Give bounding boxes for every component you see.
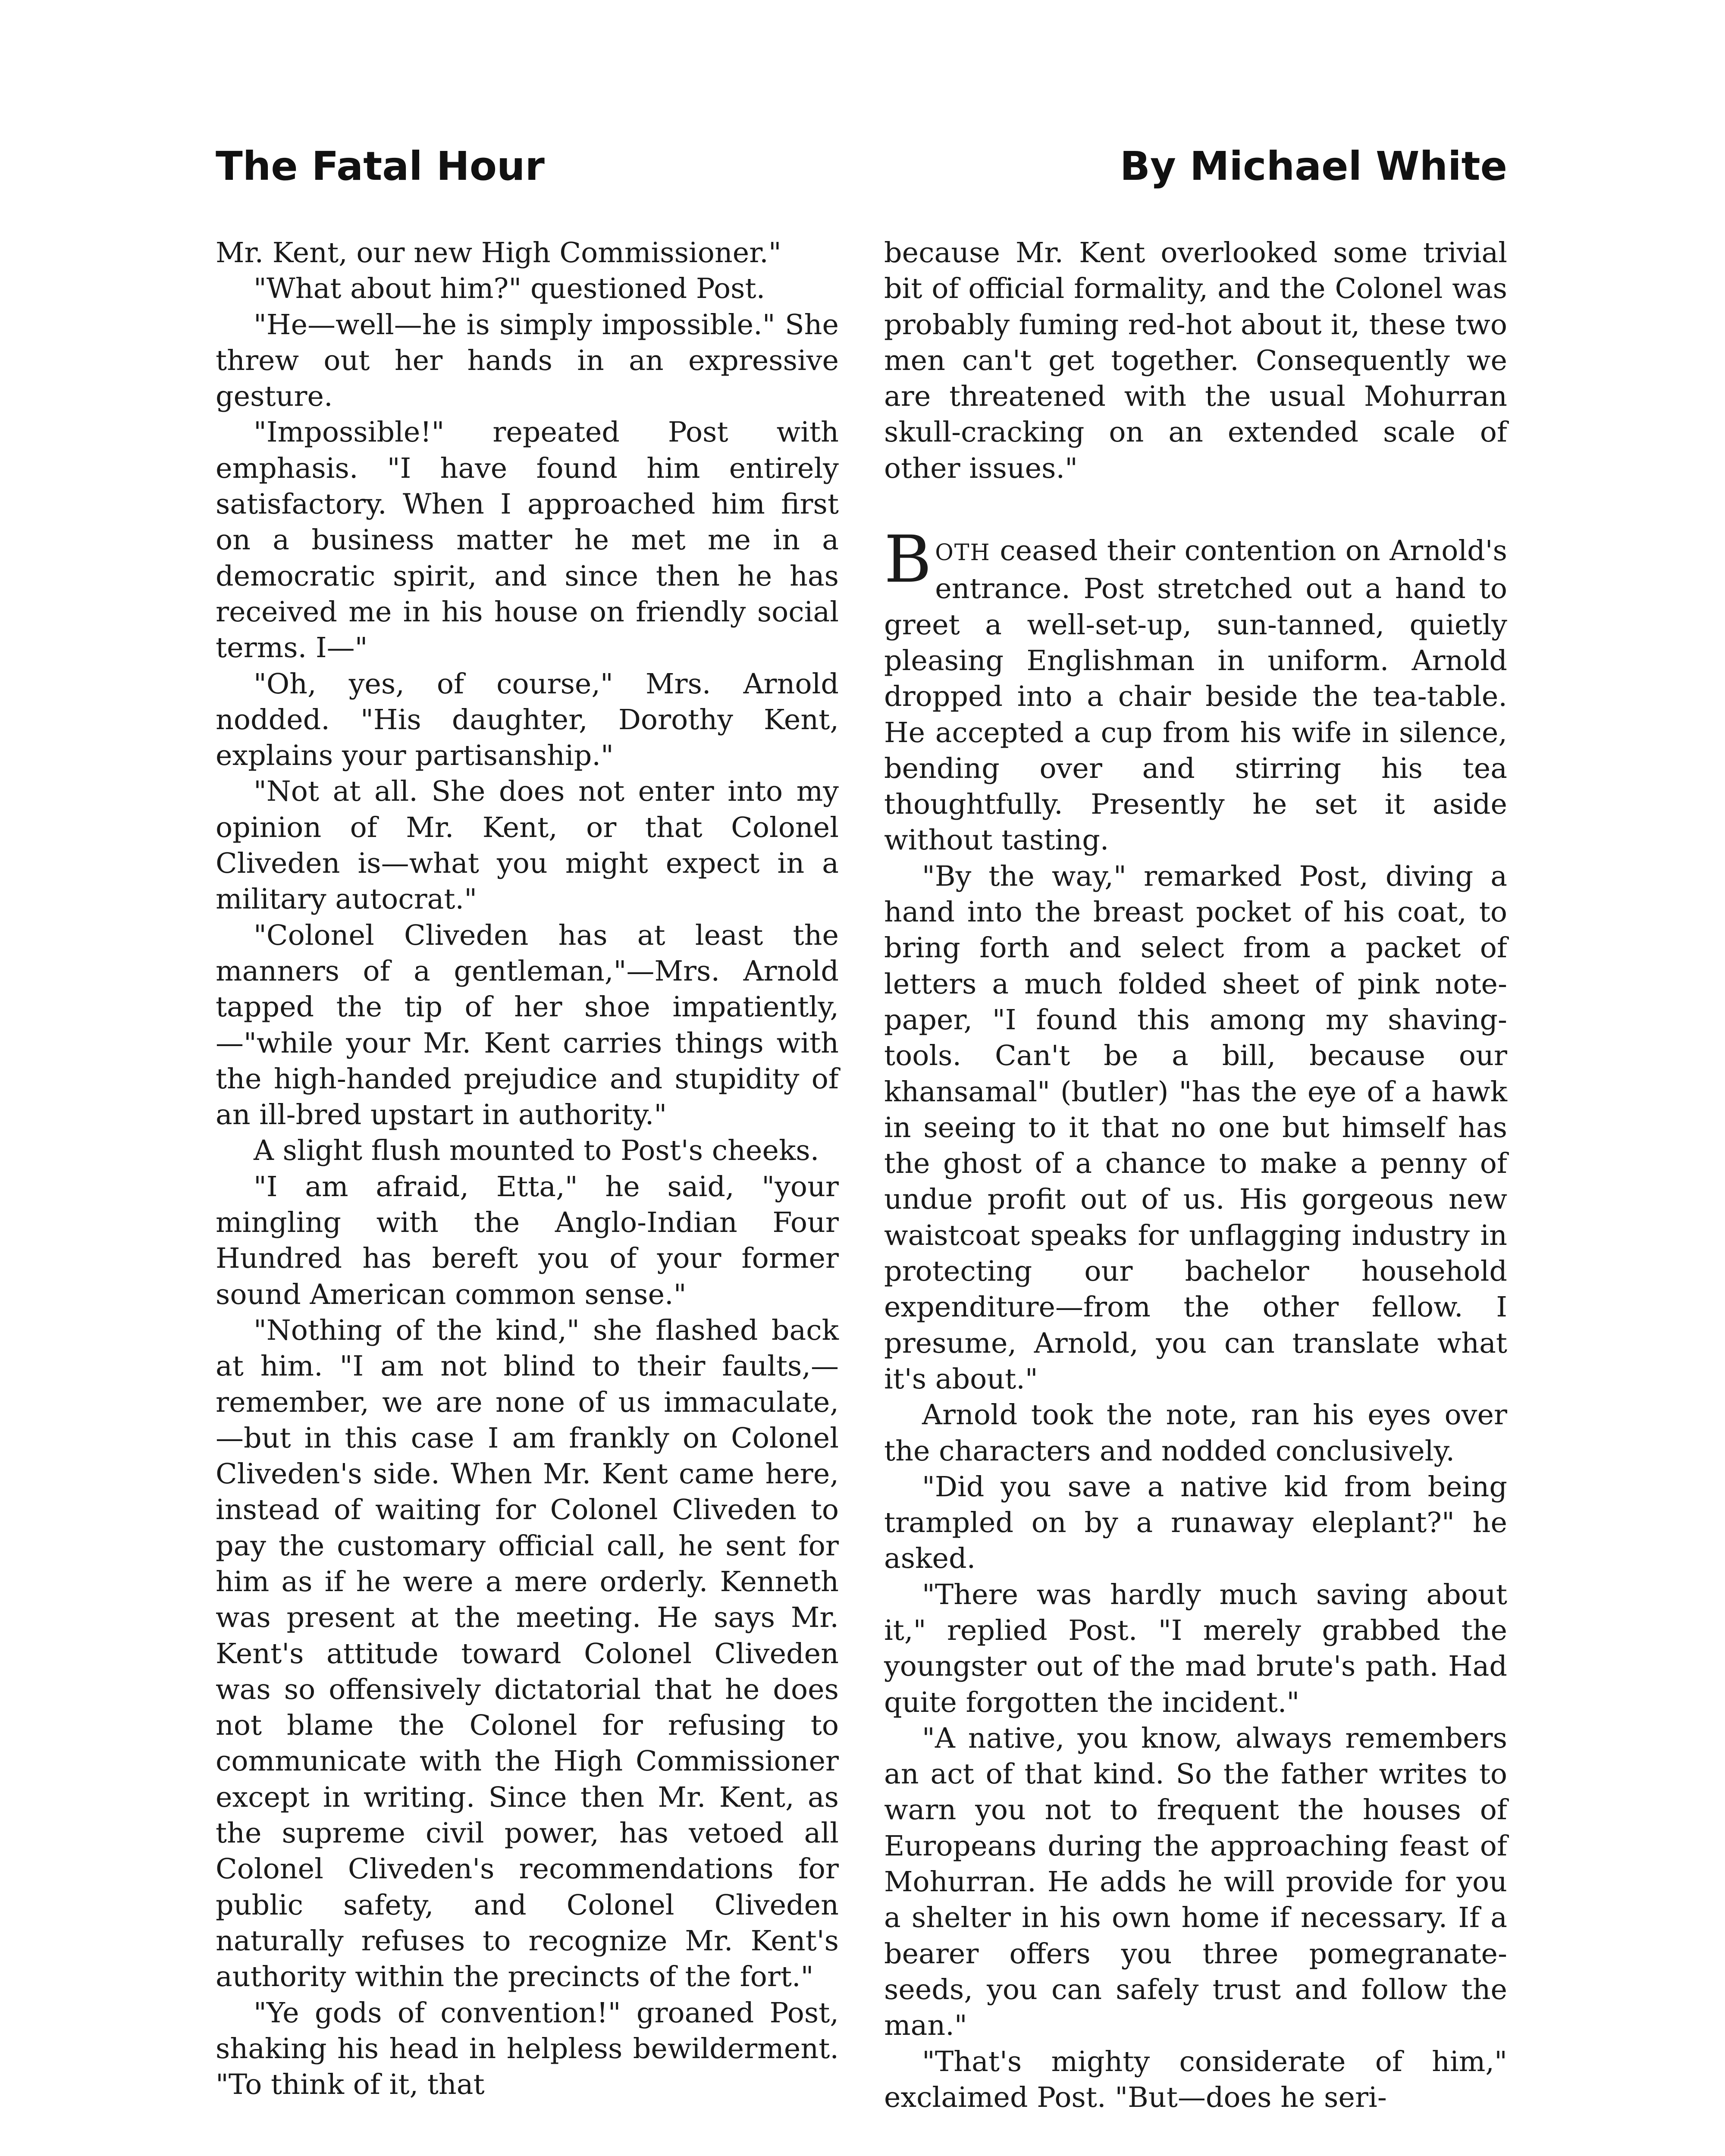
section-text: ceased their contention on Arnold's entrance. Post stretched out a hand to greet a well-set-up, sun-tanned, quietly pleasing Englishman in uniform. Arnold dropped into a chair beside the tea-table. He accepted a cup from his wife in silence, bending over and stirring his tea thoughtfully. Presently he set it aside without tasting. [884, 535, 1507, 857]
right-text-column [884, 235, 1507, 2115]
paragraph: "That's mighty considerate of him," exclaimed Post. "But—does he seri- [884, 2045, 1507, 2114]
paragraph: "What about him?" questioned Post. [254, 273, 765, 305]
paragraph: "A native, you know, always remembers an act of that kind. So the father writes to warn you not to frequent the houses of Europeans during the approaching feast of Mohurran. He adds he will provide for you a shelter in his own home if necessary. If a bearer offers you three pomegranate-seeds, you can safely trust and follow the man." [884, 1722, 1507, 2042]
paragraph: "Oh, yes, of course," Mrs. Arnold nodded. "His daughter, Dorothy Kent, explains your partisanship." [216, 667, 839, 772]
paragraph: "Nothing of the kind," she flashed back at him. "I am not blind to their faults,—remember, we are none of us immaculate,—but in this case I am frankly on Colonel Cliveden's side. When Mr. Kent came here, instead of waiting for Colonel Cliveden to pay the customary official call, he sent for him as if he were a mere orderly. Kenneth was present at the meeting. He says Mr. Kent's attitude toward Colonel Cliveden was so offensively dictatorial that he does not blame the Colonel for refusing to communicate with the High Commissioner except in writing. Since then Mr. Kent, as the supreme civil power, has vetoed all Colonel Cliveden's recommendations for public safety, and Colonel Cliveden naturally refuses to recognize Mr. Kent's authority within the precincts of the fort." [216, 1314, 839, 1993]
drop-cap: B [884, 522, 932, 598]
section-start-paragraph [884, 522, 1507, 859]
paragraph: "By the way," remarked Post, diving a hand into the breast pocket of his coat, to bring forth and select from a packet of letters a much folded sheet of pink note-paper, "I found this among my shaving-tools. Can't be a bill, because our khansamal" (butler) "has the eye of a hawk in seeing to it that no one but himself has the ghost of a chance to make a penny of undue profit out of us. His gorgeous new waistcoat speaks for unflagging industry in protecting our bachelor household expenditure—from the other fellow. I presume, Arnold, you can translate what it's about." [884, 860, 1507, 1395]
paragraph: "There was hardly much saving about it," replied Post. "I merely grabbed the youngster out of the mad brute's path. Had quite forgotten the incident." [884, 1578, 1507, 1719]
paragraph: "Ye gods of convention!" groaned Post, shaking his head in helpless bewilderment. "To think of it, that [216, 1996, 839, 2101]
story-author: By Michael White [1120, 143, 1507, 189]
paragraph: because Mr. Kent overlooked some trivial bit of official formality, and the Colonel was probably fuming red-hot about it, these two men can't get together. Consequently we are threatened with the usual Mohurran skull-cracking on an extended scale of other issues." [884, 237, 1507, 485]
left-text-column [216, 235, 839, 2103]
story-title: The Fatal Hour [216, 143, 545, 189]
paragraph: A slight flush mounted to Post's cheeks. [254, 1134, 819, 1167]
paragraph: Mr. Kent, our new High Commissioner." [216, 237, 781, 269]
paragraph: "Impossible!" repeated Post with emphasis. "I have found him entirely satisfactory. When I approached him first on a business matter he met me in a democratic spirit, and since then he has received me in his house on friendly social terms. I—" [216, 416, 839, 664]
paragraph: "Colonel Cliveden has at least the manners of a gentleman,"—Mrs. Arnold tapped the tip of her shoe impatiently,—"while your Mr. Kent carries things with the high-handed prejudice and stupidity of an ill-bred upstart in authority." [216, 919, 839, 1131]
paragraph: "I am afraid, Etta," he said, "your mingling with the Anglo-Indian Four Hundred has bereft you of your former sound American common sense." [216, 1170, 839, 1311]
paragraph: "Did you save a native kid from being trampled on by a runaway eleplant?" he asked. [884, 1470, 1507, 1575]
small-caps-word: OTH [935, 540, 991, 566]
paragraph: Arnold took the note, ran his eyes over the characters and nodded conclusively. [884, 1399, 1507, 1467]
paragraph: "He—well—he is simply impossible." She threw out her hands in an expressive gesture. [216, 308, 839, 413]
paragraph: "Not at all. She does not enter into my opinion of Mr. Kent, or that Colonel Cliveden is—what you might expect in a military autocrat." [216, 775, 839, 916]
